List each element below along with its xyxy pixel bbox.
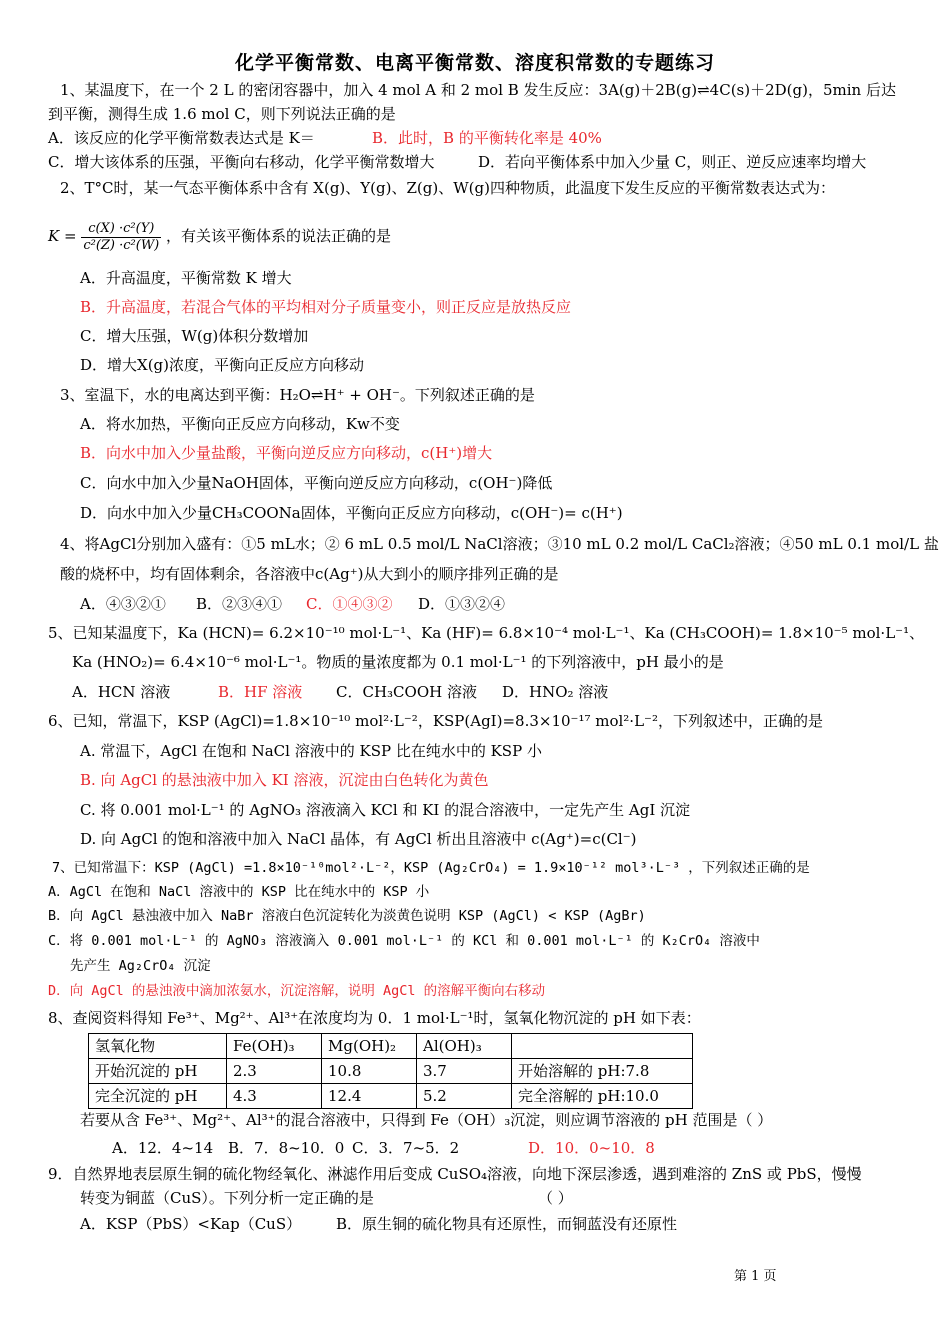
table-cell: 完全溶解的 pH:10.0 [512, 1084, 693, 1109]
table-cell: 10.8 [322, 1059, 417, 1084]
table-cell: 开始溶解的 pH:7.8 [512, 1059, 693, 1084]
table-cell: 3.7 [417, 1059, 512, 1084]
table-header-cell: Al(OH)₃ [417, 1034, 512, 1059]
table-cell: 12.4 [322, 1084, 417, 1109]
q1-option-b: B．此时，B 的平衡转化率是 40% [372, 129, 602, 147]
table-row [89, 1084, 693, 1109]
q2-fraction [81, 221, 161, 254]
q7-stem: 7、已知常温下：KSP (AgCl) =1.8×10⁻¹⁰mol²·L⁻²，KSP (Ag₂CrO₄) = 1.9×10⁻¹² mol³·L⁻³ ，下列叙述正确的是 [52, 860, 810, 876]
q8-option-c: C．3．7~5．2 [352, 1139, 460, 1157]
q6-option-a: A. 常温下，AgCl 在饱和 NaCl 溶液中的 KSP 比在纯水中的 KSP 小 [80, 742, 542, 760]
table-header-cell: Fe(OH)₃ [227, 1034, 322, 1059]
q2-stem-line2: ，有关该平衡体系的说法正确的是 [166, 227, 392, 245]
q4-option-a: A．④③②① [80, 595, 166, 613]
q2-option-a: A．升高温度，平衡常数 K 增大 [80, 269, 292, 287]
q7-option-c-line1: C．将 0.001 mol·L⁻¹ 的 AgNO₃ 溶液滴入 0.001 mol·L⁻¹ 的 KCl 和 0.001 mol·L⁻¹ 的 K₂CrO₄ 溶液中 [48, 933, 760, 949]
q8-question: 若要从含 Fe³⁺、Mg²⁺、Al³⁺的混合溶液中，只得到 Fe（OH）₃沉淀，则应调节溶液的 pH 范围是（ ） [80, 1111, 773, 1129]
q9-option-b: B．原生铜的硫化物具有还原性，而铜蓝没有还原性 [336, 1215, 678, 1233]
q2-option-d: D．增大X(g)浓度，平衡向正反应方向移动 [80, 356, 365, 374]
table-header-cell: Mg(OH)₂ [322, 1034, 417, 1059]
q7-option-a: A．AgCl 在饱和 NaCl 溶液中的 KSP 比在纯水中的 KSP 小 [48, 884, 430, 900]
table-header-cell: 氢氧化物 [89, 1034, 227, 1059]
q8-option-a: A．12．4~14 [112, 1139, 214, 1157]
q9-stem-line1: 9．自然界地表层原生铜的硫化物经氧化、淋滤作用后变成 CuSO₄溶液，向地下深层渗透，遇到难溶的 ZnS 或 PbS，慢慢 [48, 1165, 862, 1183]
q3-option-d: D．向水中加入少量CH₃COONa固体，平衡向正反应方向移动，c(OH⁻)= c(H⁺) [80, 504, 623, 522]
table-cell: 2.3 [227, 1059, 322, 1084]
q5-option-b: B．HF 溶液 [218, 683, 303, 701]
q4-option-d: D．①③②④ [418, 595, 506, 613]
table-header-row [89, 1034, 693, 1059]
q4-option-b: B．②③④① [196, 595, 283, 613]
q1-stem-line2: 到平衡，测得生成 1.6 mol C，则下列说法正确的是 [48, 105, 396, 123]
table-cell: 5.2 [417, 1084, 512, 1109]
q2-option-c: C．增大压强，W(g)体积分数增加 [80, 327, 309, 345]
table-cell: 完全沉淀的 pH [89, 1084, 227, 1109]
q6-stem: 6、已知，常温下，KSP (AgCl)=1.8×10⁻¹⁰ mol²·L⁻²，KSP(AgI)=8.3×10⁻¹⁷ mol²·L⁻²，下列叙述中，正确的是 [48, 712, 823, 730]
q2-formula-line [48, 214, 391, 258]
q3-option-b: B．向水中加入少量盐酸，平衡向逆反应方向移动，c(H⁺)增大 [80, 444, 493, 462]
page-title: 化学平衡常数、电离平衡常数、溶度积常数的专题练习 [234, 52, 715, 74]
table-row [89, 1059, 693, 1084]
q5-option-d: D．HNO₂ 溶液 [502, 683, 609, 701]
q8-option-d: D．10．0~10．8 [528, 1139, 655, 1157]
q9-answer-paren: （ ） [538, 1189, 573, 1207]
q4-stem-line2: 酸的烧杯中，均有固体剩余，各溶液中c(Ag⁺)从大到小的顺序排列正确的是 [60, 565, 559, 583]
q5-stem-line2: Ka (HNO₂)= 6.4×10⁻⁶ mol·L⁻¹。物质的量浓度都为 0.1 mol·L⁻¹ 的下列溶液中，pH 最小的是 [72, 653, 724, 671]
q9-stem-line2: 转变为铜蓝（CuS）。下列分析一定正确的是 [80, 1189, 374, 1207]
q4-stem-line1: 4、将AgCl分别加入盛有：①5 mL水；② 6 mL 0.5 mol/L NaCl溶液；③10 mL 0.2 mol/L CaCl₂溶液；④50 mL 0.1 mol/L 盐 [60, 535, 939, 553]
q8-option-b: B．7．8~10．0 [228, 1139, 345, 1157]
q2-k-symbol: K = [48, 227, 77, 245]
q1-option-c: C．增大该体系的压强，平衡向右移动，化学平衡常数增大 [48, 153, 435, 171]
q9-option-a: A．KSP（PbS）<Kap（CuS） [80, 1215, 302, 1233]
table-cell: 开始沉淀的 pH [89, 1059, 227, 1084]
page-number: 第 1 页 [734, 1269, 777, 1284]
q2-numerator: c(X) ·c²(Y) [81, 221, 161, 238]
q1-option-d: D．若向平衡体系中加入少量 C，则正、逆反应速率均增大 [478, 153, 867, 171]
q6-option-d: D. 向 AgCl 的饱和溶液中加入 NaCl 晶体，有 AgCl 析出且溶液中 c(Ag⁺)=c(Cl⁻) [80, 830, 637, 848]
q2-denominator: c²(Z) ·c²(W) [83, 237, 160, 253]
q7-option-d: D．向 AgCl 的悬浊液中滴加浓氨水，沉淀溶解，说明 AgCl 的溶解平衡向右移动 [48, 983, 546, 999]
q5-option-c: C．CH₃COOH 溶液 [336, 683, 477, 701]
q2-stem-line1: 2、T°C时，某一气态平衡体系中含有 X(g)、Y(g)、Z(g)、W(g)四种物质，此温度下发生反应的平衡常数表达式为： [60, 179, 835, 197]
table-cell: 4.3 [227, 1084, 322, 1109]
q2-option-b: B．升高温度，若混合气体的平均相对分子质量变小，则正反应是放热反应 [80, 298, 572, 316]
q4-option-c: C．①④③② [306, 595, 393, 613]
q3-option-c: C．向水中加入少量NaOH固体，平衡向逆反应方向移动，c(OH⁻)降低 [80, 474, 553, 492]
q1-stem-line1: 1、某温度下，在一个 2 L 的密闭容器中，加入 4 mol A 和 2 mol B 发生反应：3A(g)＋2B(g)⇌4C(s)＋2D(g)，5min 后达 [60, 81, 896, 99]
q7-option-c-line2: 先产生 Ag₂CrO₄ 沉淀 [70, 958, 211, 974]
q3-stem: 3、室温下，水的电离达到平衡：H₂O⇌H⁺ + OH⁻。下列叙述正确的是 [60, 386, 535, 404]
q7-option-b: B．向 AgCl 悬浊液中加入 NaBr 溶液白色沉淀转化为淡黄色说明 KSP (AgCl) < KSP (AgBr) [48, 908, 646, 924]
q5-option-a: A．HCN 溶液 [72, 683, 171, 701]
q3-option-a: A．将水加热，平衡向正反应方向移动，Kw不变 [80, 415, 400, 433]
q8-stem: 8、查阅资料得知 Fe³⁺、Mg²⁺、Al³⁺在浓度均为 0．1 mol·L⁻¹时，氢氧化物沉淀的 pH 如下表： [48, 1009, 701, 1027]
q8-ph-table [88, 1033, 693, 1109]
q6-option-c: C. 将 0.001 mol·L⁻¹ 的 AgNO₃ 溶液滴入 KCl 和 KI 的混合溶液中，一定先产生 AgI 沉淀 [80, 801, 691, 819]
q1-option-a: A．该反应的化学平衡常数表达式是 K＝ [48, 129, 315, 147]
q6-option-b: B. 向 AgCl 的悬浊液中加入 KI 溶液，沉淀由白色转化为黄色 [80, 771, 489, 789]
q5-stem-line1: 5、已知某温度下，Ka (HCN)= 6.2×10⁻¹⁰ mol·L⁻¹、Ka (HF)= 6.8×10⁻⁴ mol·L⁻¹、Ka (CH₃COOH)= 1.8×10⁻⁵ mol·L⁻¹、 [48, 624, 925, 642]
table-header-cell [512, 1034, 693, 1059]
